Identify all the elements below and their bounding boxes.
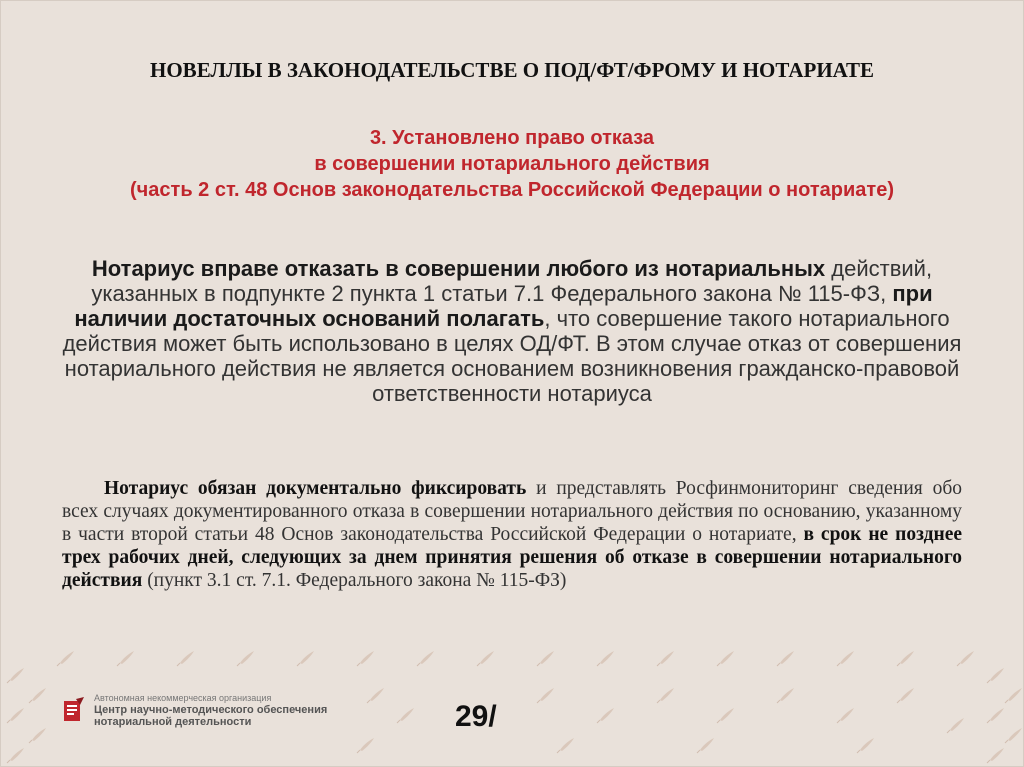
logo-line-3: нотариальной деятельности: [94, 716, 252, 728]
slide-subtitle: [40, 125, 984, 203]
para2-text-1: и представлять Росфинмониторинг сведения обо всех случаях документированного отказа в совершении нотариального действия по основанию, указанному в части второй статьи 48 Основ законодательства Российской Федерации о нотариате,: [62, 478, 962, 545]
para2-text-2: (пункт 3.1 ст. 7.1. Федерального закона № 115-ФЗ): [142, 570, 567, 591]
slide-title: НОВЕЛЛЫ В ЗАКОНОДАТЕЛЬСТВЕ О ПОД/ФТ/ФРОМУ И НОТАРИАТЕ: [150, 58, 874, 82]
subtitle-line: в совершении нотариального действия: [314, 153, 710, 175]
logo-text: [94, 692, 327, 728]
paragraph-right-to-refuse: [52, 256, 972, 406]
subtitle-line: (часть 2 ст. 48 Основ законодательства Российской Федерации о нотариате): [130, 179, 894, 201]
paragraph-obligation: [62, 477, 962, 592]
para2-bold-2: в срок не позднее трех рабочих дней, следующих за днем принятия решения об отказе в совершении нотариального действия: [62, 524, 962, 591]
page-number: 29/: [455, 700, 497, 733]
para1-text-1: действий, указанных в подпункте 2 пункта 1 статьи 7.1 Федерального закона № 115-ФЗ,: [91, 256, 933, 306]
para1-bold-2: при наличии достаточных оснований полагать: [74, 281, 933, 331]
para1-bold-1: Нотариус вправе отказать в совершении любого из нотариальных: [91, 256, 826, 281]
logo-mark-icon: [62, 697, 86, 723]
logo-line-1: Автономная некоммерческая организация: [94, 693, 272, 703]
logo-line-2: Центр научно-методического обеспечения: [94, 704, 328, 716]
para1-text-2: , что совершение такого нотариального действия может быть использовано в целях ОД/ФТ. В этом случае отказ от совершения нотариального действия не является основанием возникновения гражданско-правовой ответственности нотариуса: [62, 306, 962, 406]
para2-bold-1: Нотариус обязан документально фиксировать: [104, 478, 527, 499]
subtitle-line: 3. Установлено право отказа: [369, 127, 655, 149]
organization-logo: [62, 692, 327, 728]
